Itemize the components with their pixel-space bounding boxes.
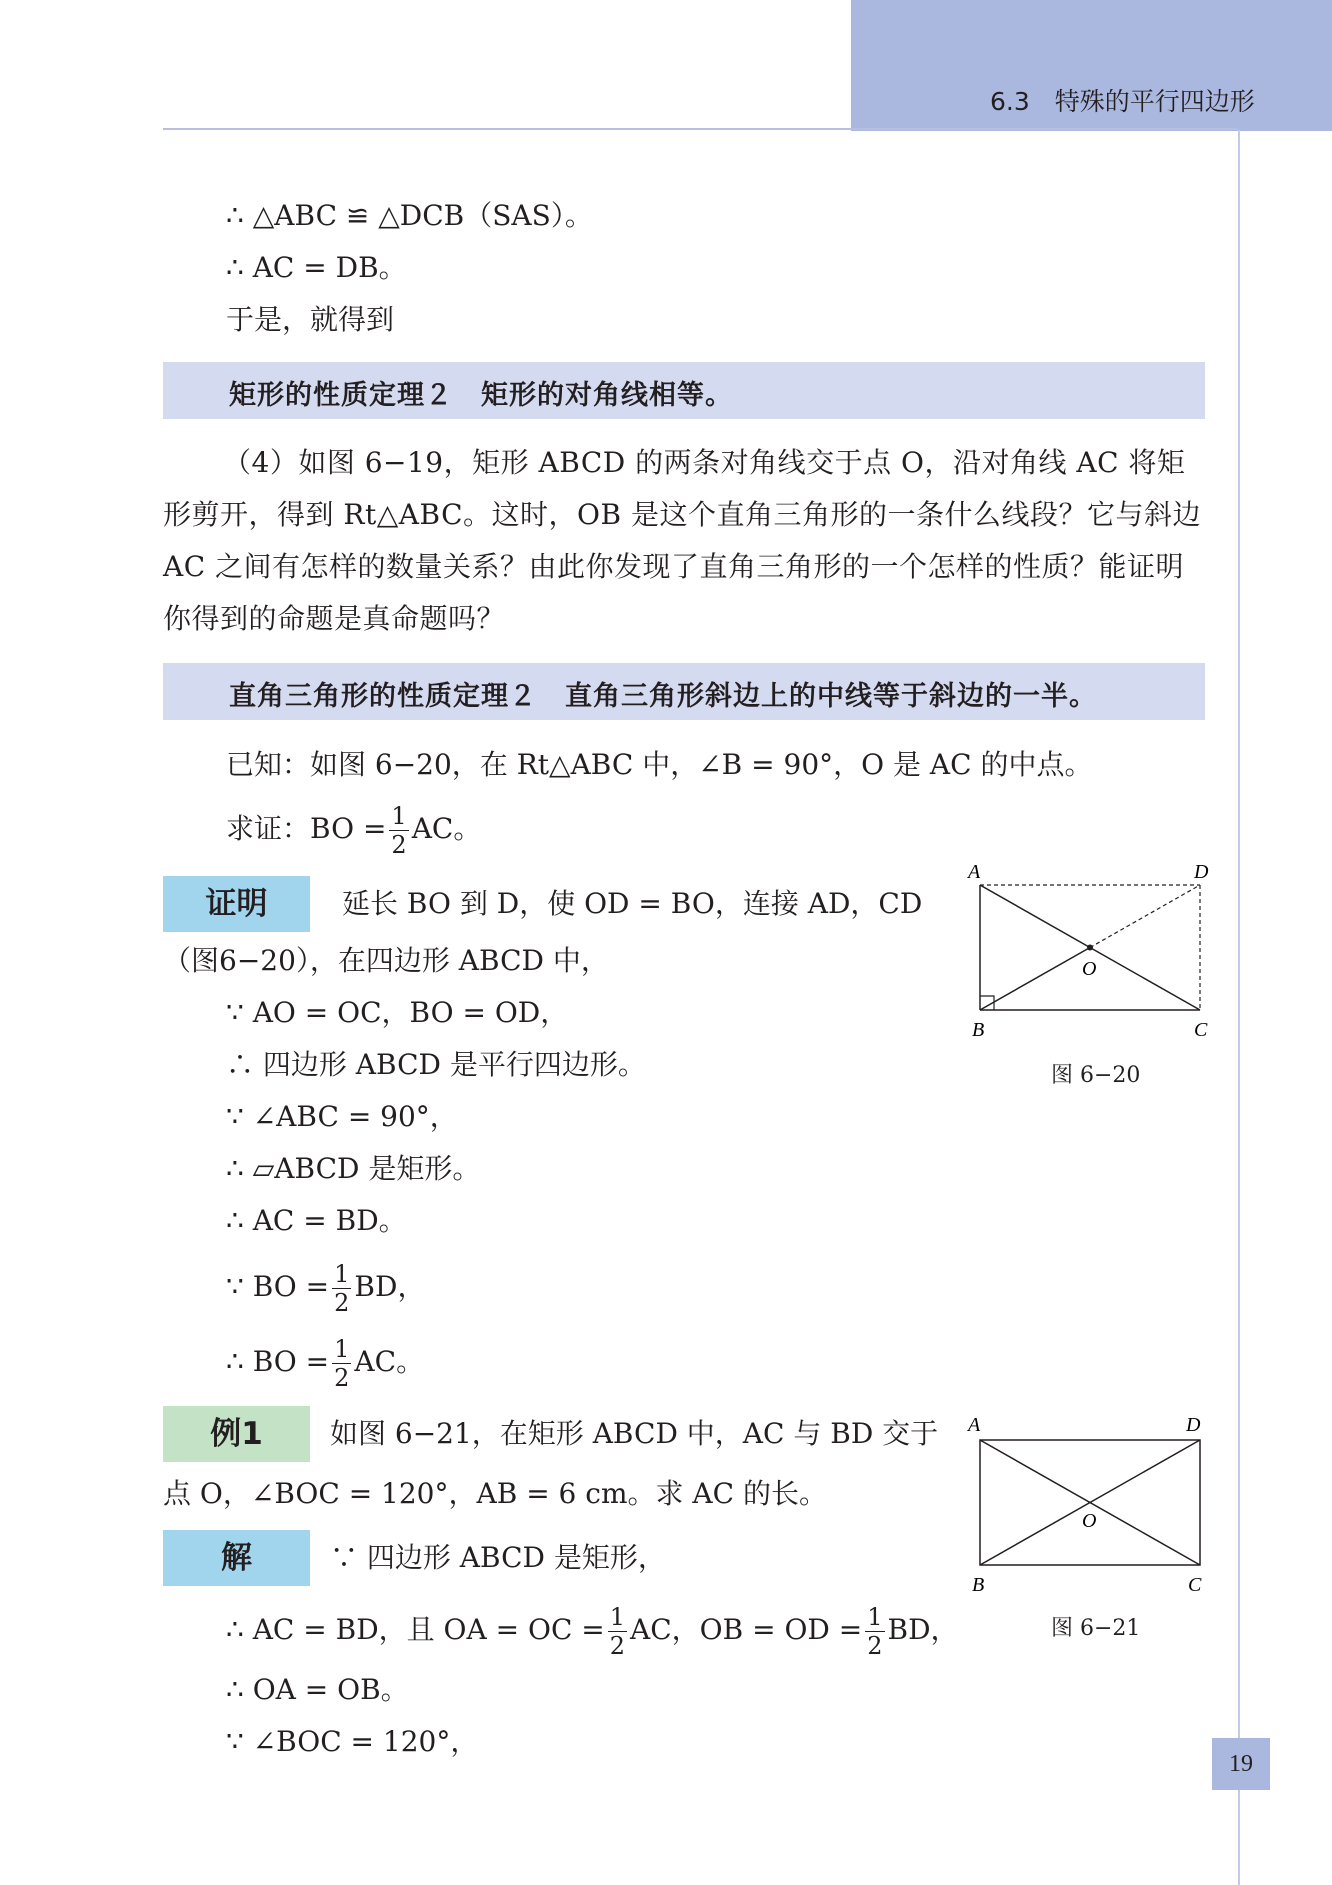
fraction-numerator: 1 — [609, 1603, 626, 1631]
label-b: B — [972, 1574, 985, 1596]
fraction-denominator: 2 — [334, 1289, 350, 1317]
fraction-numerator: 1 — [867, 1603, 883, 1631]
label-a: A — [968, 861, 981, 883]
example-line-1: 如图 6−21，在矩形 ABCD 中，AC 与 BD 交于 — [330, 1417, 939, 1450]
prove-line — [226, 797, 481, 861]
proof-step: ∴ 四边形 ABCD 是平行四边形。 — [226, 1048, 646, 1081]
proof-line-congruence: ∴ △ABC ≌ △DCB（SAS）。 — [226, 199, 593, 232]
segment-od-dashed — [1090, 885, 1200, 948]
fraction-denominator: 2 — [867, 1632, 883, 1660]
figure-caption: 图 6−21 — [1051, 1616, 1141, 1641]
given-line: 已知：如图 6−20，在 Rt△ABC 中，∠B = 90°，O 是 AC 的中点。 — [226, 748, 1093, 781]
label-o: O — [1082, 1510, 1097, 1532]
solution-tag: 解 — [163, 1530, 310, 1586]
proof-first-line: 延长 BO 到 D，使 OD = BO，连接 AD，CD — [342, 887, 923, 920]
example-line-2: 点 O，∠BOC = 120°，AB = 6 cm。求 AC 的长。 — [163, 1477, 827, 1510]
label-a: A — [968, 1414, 981, 1436]
header-rule — [163, 128, 1238, 130]
intro-line: 于是，就得到 — [226, 303, 395, 336]
solution-text: AC，OB = OD = — [630, 1613, 863, 1646]
proof-line-ac-db: ∴ AC = DB。 — [226, 251, 407, 284]
theorem-box-right-triangle — [163, 663, 1205, 720]
page-number-box — [1212, 1738, 1270, 1790]
figure-6-20 — [960, 850, 1210, 1050]
label-b: B — [972, 1019, 985, 1041]
proof-step: ∴ AC = BD。 — [226, 1204, 407, 1237]
segment-bo — [980, 948, 1090, 1011]
solution-line-4: ∵ ∠BOC = 120°， — [226, 1725, 479, 1758]
fraction — [332, 1262, 351, 1315]
figure-6-21 — [960, 1405, 1210, 1605]
fraction-numerator: 1 — [334, 1335, 350, 1363]
fraction — [389, 804, 408, 857]
step-prefix: ∵ BO = — [226, 1270, 330, 1303]
prove-suffix: AC。 — [411, 812, 482, 845]
step-suffix: AC。 — [354, 1345, 425, 1378]
solution-text: ∴ AC = BD，且 OA = OC = — [226, 1613, 605, 1646]
proof-step: ∵ AO = OC，BO = OD， — [226, 996, 569, 1029]
fraction — [332, 1337, 351, 1390]
example-tag: 例1 — [163, 1406, 310, 1462]
solution-line-2 — [226, 1598, 959, 1662]
label-c: C — [1188, 1574, 1202, 1596]
proof-step: ∴ ▱ABCD 是矩形。 — [226, 1152, 481, 1185]
proof-step: ∵ ∠ABC = 90°， — [226, 1100, 458, 1133]
theorem-text: 矩形的性质定理２ 矩形的对角线相等。 — [229, 380, 733, 411]
proof-tag: 证明 — [163, 876, 310, 932]
step-suffix: BD， — [354, 1270, 426, 1303]
label-d: D — [1194, 861, 1209, 883]
theorem-text: 直角三角形的性质定理２ 直角三角形斜边上的中线等于斜边的一半。 — [229, 681, 1097, 712]
theorem-box-rectangle — [163, 362, 1205, 419]
label-c: C — [1194, 1019, 1208, 1041]
fraction — [608, 1605, 627, 1658]
label-d: D — [1186, 1414, 1201, 1436]
solution-line-1: ∵ 四边形 ABCD 是矩形， — [330, 1541, 666, 1574]
solution-text: BD， — [887, 1613, 959, 1646]
proof-step-fraction-bd — [226, 1255, 425, 1319]
fraction — [865, 1605, 884, 1658]
solution-line-3: ∴ OA = OB。 — [226, 1673, 409, 1706]
proof-step-fraction-ac — [226, 1330, 424, 1394]
label-o: O — [1082, 958, 1097, 980]
point-o — [1087, 945, 1093, 951]
fraction-numerator: 1 — [334, 1260, 350, 1288]
proof-second-line: （图6−20），在四边形 ABCD 中， — [163, 944, 609, 977]
figure-caption: 图 6−20 — [1051, 1063, 1141, 1088]
section-title: 6.3 特殊的平行四边形 — [990, 87, 1255, 116]
fraction-denominator: 2 — [609, 1632, 626, 1660]
fraction-denominator: 2 — [391, 831, 407, 859]
prove-prefix: 求证：BO = — [226, 812, 387, 845]
question-paragraph: （4）如图 6−19，矩形 ABCD 的两条对角线交于点 O，沿对角线 AC 将矩形剪开，得到 Rt△ABC。这时，OB 是这个直角三角形的一条什么线段？它与斜边 AC 之间有怎样的数量关系？由此你发现了直角三角形的一个怎样的性质？能证明你得到的命题是真命题吗？ — [163, 446, 1201, 635]
step-prefix: ∴ BO = — [226, 1345, 330, 1378]
fraction-denominator: 2 — [334, 1364, 350, 1392]
right-margin-rule — [1238, 130, 1240, 1885]
fraction-numerator: 1 — [391, 802, 407, 830]
page-number: 19 — [1229, 1751, 1253, 1777]
